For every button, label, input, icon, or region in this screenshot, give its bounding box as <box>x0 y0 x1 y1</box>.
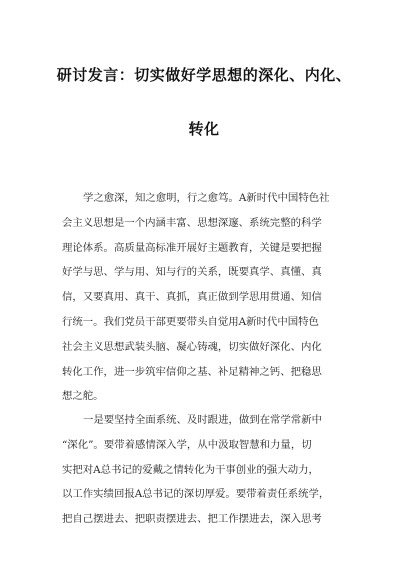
paragraph-line: 把自己摆进去、把职责摆进去、把工作摆进去，深入思考 <box>62 513 322 526</box>
paragraph-line: 以工作实绩回报A总书记的深切厚爱。要带着责任系统学， <box>62 488 330 501</box>
paragraph-line: 学之愈深，知之愈明，行之愈笃。A新时代中国特色社 <box>83 192 330 204</box>
paragraph-line: 理论体系。高质量高标准开展好主题教育，关键是要把握 <box>62 241 322 254</box>
paragraph-line: 想之舵。 <box>62 390 104 403</box>
paragraph-line: 社会主义思想武装头脑、凝心铸魂，切实做好深化、内化 <box>62 340 322 353</box>
paragraph-line: 会主义思想是一个内涵丰富、思想深邃、系统完整的科学 <box>62 216 322 229</box>
paragraph-line: 实把对A总书记的爱戴之情转化为干事创业的强大动力， <box>62 463 319 476</box>
paragraph-line: 好学与思、学与用、知与行的关系，既要真学、真懂、真 <box>62 266 322 279</box>
paragraph-line: 信，又要真用、真干、真抓，真正做到学思用贯通、知信 <box>62 291 322 304</box>
paragraph-line: 一是要坚持全面系统、及时跟进，做到在常学常新中 <box>83 414 322 426</box>
paragraph-1 <box>62 186 352 409</box>
paragraph-2 <box>62 408 352 532</box>
document-title-line-1: 研讨发言：切实做好学思想的深化、内化、 <box>56 66 352 84</box>
document-title-line-2: 转化 <box>188 120 220 138</box>
paragraph-line: 转化工作，进一步筑牢信仰之基、补足精神之钙、把稳思 <box>62 365 322 378</box>
paragraph-line: “深化”。要带着感情深入学，从中汲取智慧和力量，切 <box>62 438 312 451</box>
paragraph-line: 行统一。我们党员干部更要带头自觉用A新时代中国特色 <box>62 315 319 328</box>
